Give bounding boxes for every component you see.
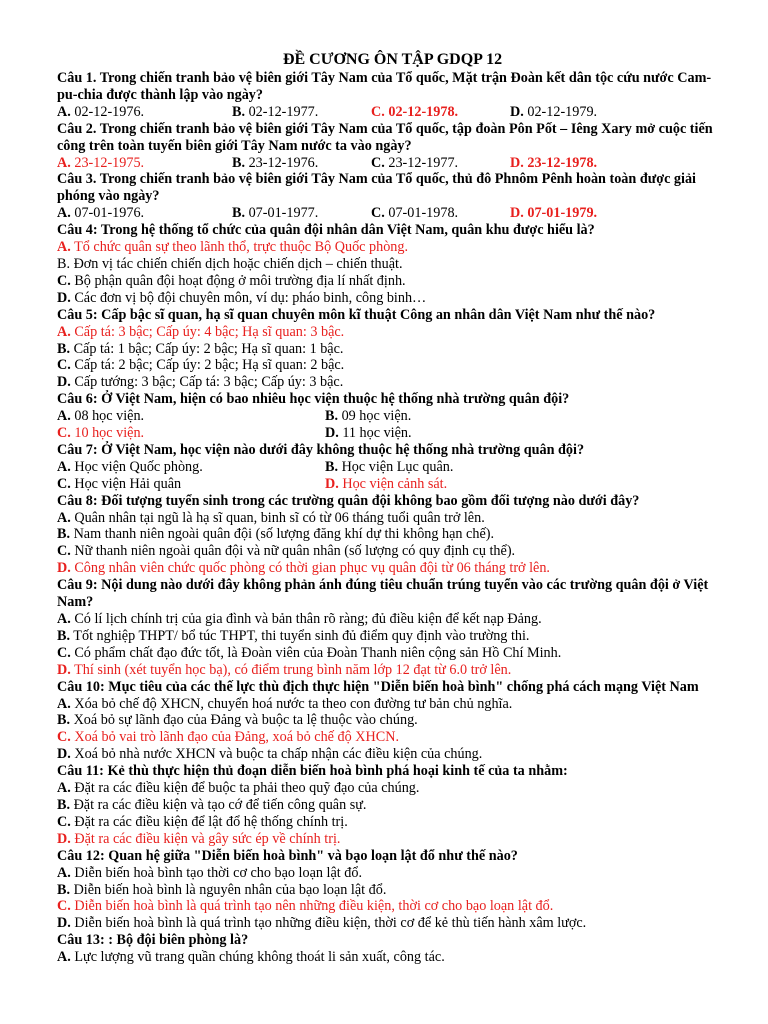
question-1: Câu 1. Trong chiến tranh bảo vệ biên giới Tây Nam của Tổ quốc, Mặt trận Đoàn kết dân tộc cứu nước Cam-pu-chia được thành lập vào ngày?	[57, 70, 712, 103]
question-8: Câu 8: Đối tượng tuyển sinh trong các trường quân đội không bao gồm đối tượng nào dưới đây?	[57, 492, 640, 509]
option-a: A. Tổ chức quân sự theo lãnh thổ, trực thuộc Bộ Quốc phòng.	[57, 239, 409, 256]
option-a: A. Diễn biến hoà bình tạo thời cơ cho bạo loạn lật đổ.	[57, 864, 362, 881]
question-9: Câu 9: Nội dung nào dưới đây không phản ánh đúng tiêu chuẩn trúng tuyển vào các trường quân đội ở Việt Nam?	[57, 577, 709, 611]
question-12: Câu 12: Quan hệ giữa "Diễn biến hoà bình" và bạo loạn lật đổ như thế nào?	[57, 847, 518, 864]
option-c: C. 10 học viện.	[57, 425, 145, 442]
option-d: D. 23-12-1978.	[510, 154, 598, 171]
option-a: A. Xóa bỏ chế độ XHCN, chuyển hoá nước ta theo con đường tư bản chủ nghĩa.	[57, 695, 513, 712]
option-c: C. Xoá bỏ vai trò lãnh đạo của Đảng, xoá bỏ chế độ XHCN.	[57, 729, 399, 746]
option-b: B. 07-01-1977.	[232, 205, 319, 222]
question-13: Câu 13: : Bộ đội biên phòng là?	[57, 932, 249, 949]
option-d: D. Đặt ra các điều kiện và gây sức ép về chính trị.	[57, 830, 341, 847]
option-b: B. Nam thanh niên ngoài quân đội (số lượng đăng khí dự thi không hạn chế).	[57, 526, 495, 543]
option-d: D. 02-12-1979.	[510, 103, 598, 120]
option-b: B. Học viện Lục quân.	[325, 458, 454, 475]
question-4: Câu 4: Trong hệ thống tổ chức của quân đội nhân dân Việt Nam, quân khu được hiểu là?	[57, 222, 595, 239]
option-a: A. 02-12-1976.	[57, 103, 145, 120]
option-d: D. 11 học viện.	[325, 425, 412, 442]
option-a: A. Lực lượng vũ trang quần chúng không thoát li sản xuất, công tác.	[57, 949, 445, 966]
options-row	[57, 205, 728, 222]
options-row	[57, 476, 728, 493]
options-row	[57, 425, 728, 442]
options-row	[57, 155, 728, 172]
option-a: A. Có lí lịch chính trị của gia đình và bản thân rõ ràng; đủ điều kiện để kết nạp Đảng.	[57, 611, 542, 627]
question-5: Câu 5: Cấp bậc sĩ quan, hạ sĩ quan chuyên môn kĩ thuật Công an nhân dân Việt Nam như thế nào?	[57, 306, 656, 323]
option-c: C. 23-12-1977.	[371, 154, 459, 171]
option-b: B. Xoá bỏ sự lãnh đạo của Đảng và buộc ta lệ thuộc vào chúng.	[57, 712, 418, 729]
option-a: A. Quân nhân tại ngũ là hạ sĩ quan, binh sĩ có từ 06 tháng tuổi quân trở lên.	[57, 509, 485, 526]
option-a: A. 07-01-1976.	[57, 205, 145, 222]
option-b: B. 09 học viện.	[325, 408, 412, 425]
page-title: ĐỀ CƯƠNG ÔN TẬP GDQP 12	[282, 51, 503, 68]
option-d: D. Xoá bỏ nhà nước XHCN và buộc ta chấp nhận các điều kiện của chúng.	[57, 746, 483, 763]
option-a: A. Học viện Quốc phòng.	[57, 458, 203, 475]
option-c: C. Nữ thanh niên ngoài quân đội và nữ quân nhân (số lượng có quy định cụ thể).	[57, 543, 516, 560]
option-c: C. 02-12-1978.	[371, 103, 459, 120]
question-3: Câu 3. Trong chiến tranh bảo vệ biên giới Tây Nam của Tổ quốc, thủ đô Phnôm Pênh hoàn toàn được giải phóng vào ngày?	[57, 171, 697, 205]
options-row	[57, 459, 728, 476]
option-c: C. 07-01-1978.	[371, 205, 459, 222]
option-a: A. 08 học viện.	[57, 408, 145, 425]
option-b: B. Đặt ra các điều kiện và tạo cớ để tiến công quân sự.	[57, 796, 367, 813]
option-d: D. Diễn biến hoà bình là quá trình tạo những điều kiện, thời cơ để kẻ thù tiến hành xâm lược.	[57, 915, 587, 932]
options-row	[57, 104, 728, 121]
question-11: Câu 11: Kẻ thù thực hiện thủ đoạn diễn biến hoà bình phá hoại kinh tế của ta nhằm:	[57, 763, 568, 780]
option-c: C. Diễn biến hoà bình là quá trình tạo nên những điều kiện, thời cơ cho bạo loạn lật đổ.	[57, 898, 554, 915]
option-b: B. 23-12-1976.	[232, 154, 319, 171]
options-row	[57, 408, 728, 425]
option-a: A. 23-12-1975.	[57, 154, 145, 171]
option-c: C. Cấp tá: 2 bậc; Cấp úy: 2 bậc; Hạ sĩ quan: 2 bậc.	[57, 357, 345, 374]
option-b: B. Đơn vị tác chiến chiến dịch hoặc chiến dịch – chiến thuật.	[57, 255, 403, 272]
option-b: B. Tốt nghiệp THPT/ bổ túc THPT, thi tuyển sinh đủ điểm quy định vào trường thi.	[57, 627, 530, 644]
option-a: A. Cấp tá: 3 bậc; Cấp úy: 4 bậc; Hạ sĩ quan: 3 bậc.	[57, 323, 345, 340]
option-d: D. Các đơn vị bộ đội chuyên môn, ví dụ: pháo binh, công binh…	[57, 289, 427, 306]
option-b: B. 02-12-1977.	[232, 103, 319, 120]
option-d: D. Thí sinh (xét tuyển học bạ), có điểm trung bình năm lớp 12 đạt từ 6.0 trở lên.	[57, 661, 512, 678]
question-2: Câu 2. Trong chiến tranh bảo vệ biên giới Tây Nam của Tổ quốc, tập đoàn Pôn Pốt – Iêng Xary mở cuộc tiến công trên toàn tuyến biên giới Tây Nam nước ta vào ngày?	[57, 120, 713, 154]
question-7: Câu 7: Ở Việt Nam, học viện nào dưới đây không thuộc hệ thống nhà trường quân đội?	[57, 441, 585, 458]
option-a: A. Đặt ra các điều kiện để buộc ta phải theo quỹ đạo của chúng.	[57, 780, 420, 797]
option-d: D. Cấp tướng: 3 bậc; Cấp tá: 3 bậc; Cấp úy: 3 bậc.	[57, 374, 344, 391]
option-c: C. Học viện Hải quân	[57, 475, 182, 492]
option-c: C. Bộ phận quân đội hoạt động ở môi trường địa lí nhất định.	[57, 272, 406, 289]
option-b: B. Diễn biến hoà bình là nguyên nhân của bạo loạn lật đổ.	[57, 881, 387, 898]
option-d: D. Công nhân viên chức quốc phòng có thời gian phục vụ quân đội từ 06 tháng trở lên.	[57, 560, 550, 577]
option-d: D. Học viện cảnh sát.	[325, 475, 448, 492]
option-b: B. Cấp tá: 1 bậc; Cấp úy: 2 bậc; Hạ sĩ quan: 1 bậc.	[57, 340, 344, 357]
option-c: C. Đặt ra các điều kiện để lật đổ hệ thống chính trị.	[57, 813, 348, 830]
question-10: Câu 10: Mục tiêu của các thế lực thù địch thực hiện "Diễn biến hoà bình" chống phá cách mạng Việt Nam	[57, 678, 699, 695]
option-d: D. 07-01-1979.	[510, 205, 598, 222]
question-6: Câu 6: Ở Việt Nam, hiện có bao nhiêu học viện thuộc hệ thống nhà trường quân đội?	[57, 391, 570, 408]
option-c: C. Có phẩm chất đạo đức tốt, là Đoàn viên của Đoàn Thanh niên cộng sản Hồ Chí Minh.	[57, 644, 562, 661]
